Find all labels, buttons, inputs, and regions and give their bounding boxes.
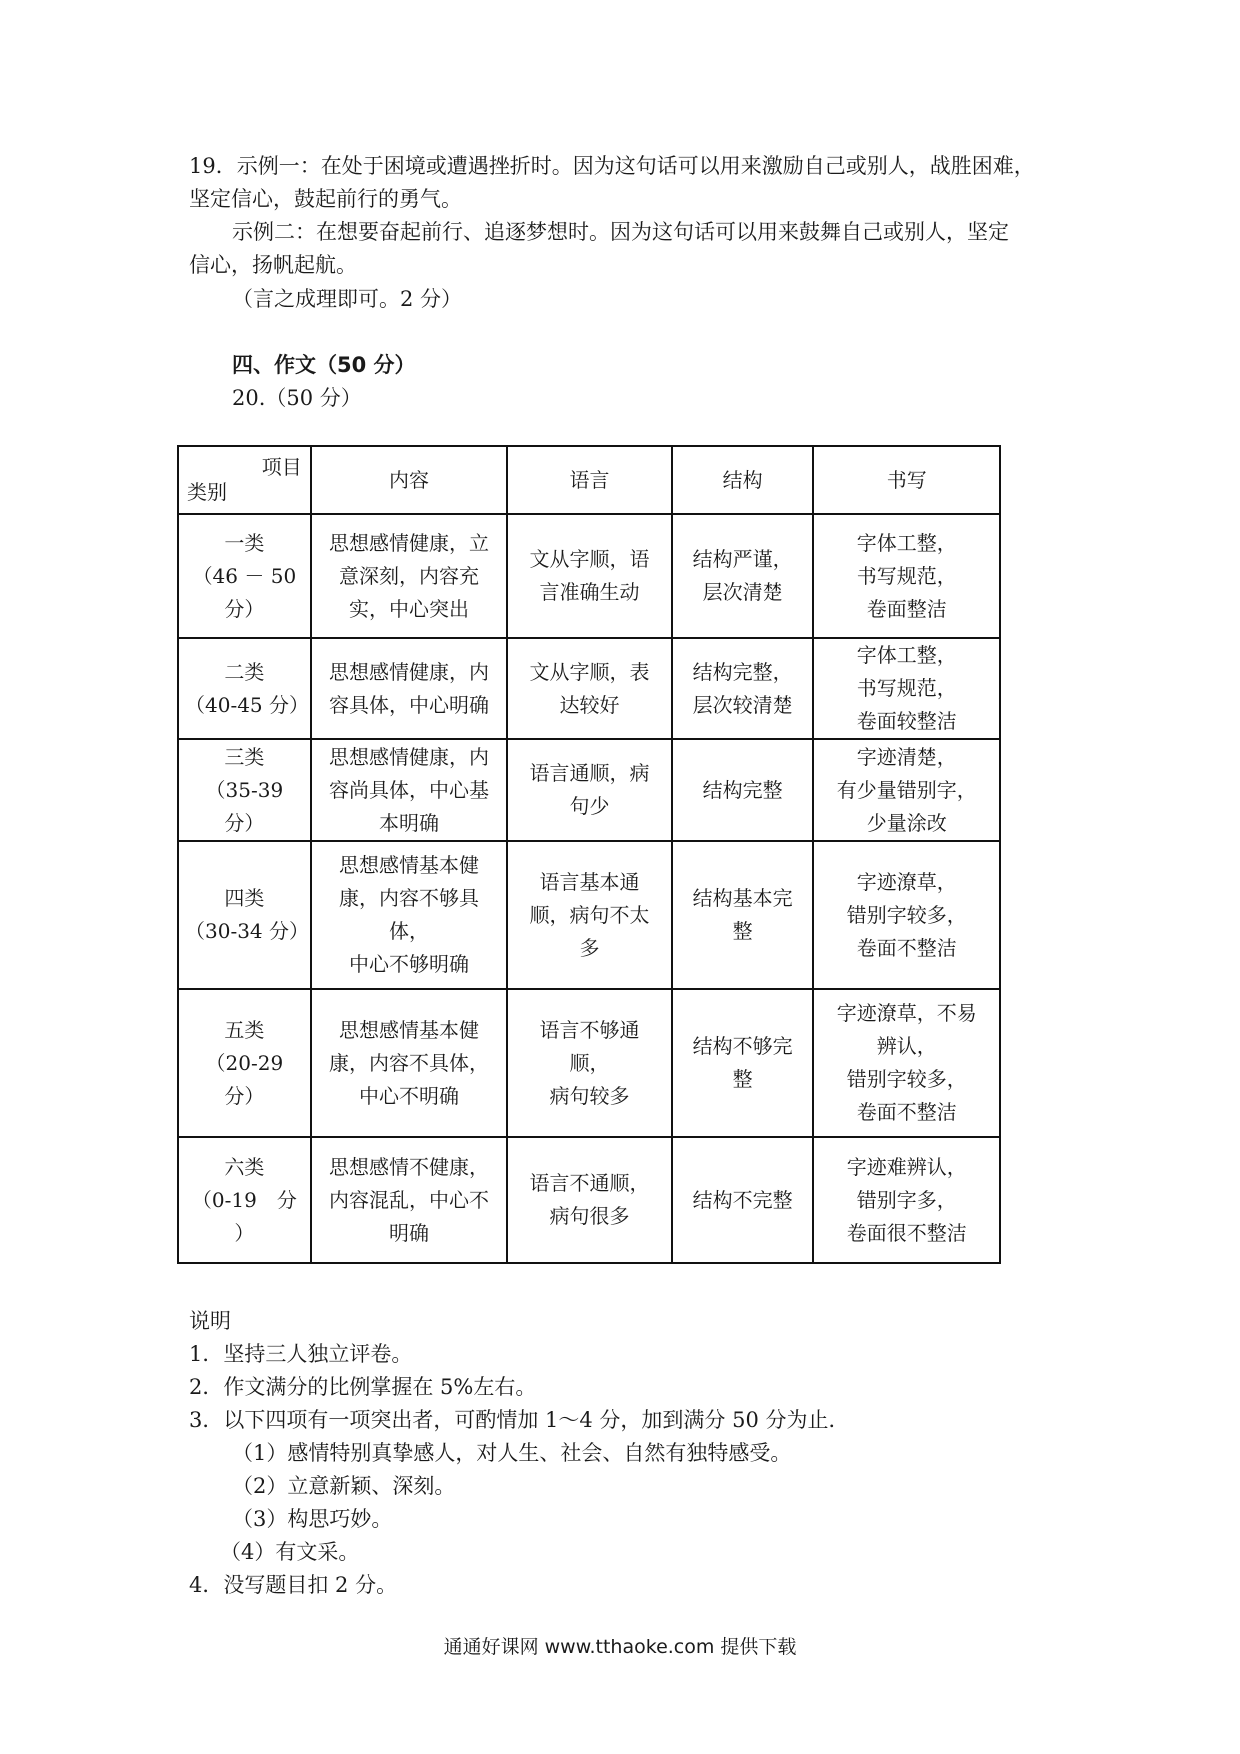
page-footer: 通通好课网 www.tthaoke.com 提供下载 [443,1636,797,1658]
cell-structure [672,739,814,841]
cell-category [178,1137,311,1263]
cell-language [507,989,672,1137]
cell-line: 结构基本完 [692,886,793,910]
cell-line: 卷面不整洁 [856,1100,957,1124]
cell-structure [672,989,814,1137]
cell-line: 语言基本通 [539,869,640,894]
cell-line: 字迹难辨认， [846,1154,967,1179]
cell-writing [813,1137,1000,1263]
cell-content [311,514,507,638]
cell-structure [672,841,814,989]
cell-writing [813,638,1000,739]
cell-line: （40-45 分） [185,692,310,717]
header-structure: 结构 [672,446,814,514]
cell-line: 句少 [569,794,610,818]
corner-label-category: 类别 [187,480,227,504]
cell-line: 病句较多 [549,1083,630,1108]
cell-line: 结构完整 [702,777,783,802]
cell-line: 达较好 [559,692,620,717]
cell-line: 体， [388,919,429,943]
cell-line: 卷面不整洁 [856,935,957,960]
cell-structure [672,1137,814,1263]
cell-line: 思想感情健康，立 [328,530,489,555]
q19-line-1: 19．示例一：在处于困境或遭遇挫折时。因为这句话可以用来激励自己或别人，战胜困难， [189,154,1035,178]
cell-line: 结构完整， [692,659,793,684]
cell-writing [813,841,1000,989]
cell-line: （35-39 [205,777,284,802]
cell-category [178,514,311,638]
cell-language [507,841,672,989]
table-row [178,739,1000,841]
cell-line: 顺，病句不太 [529,902,650,927]
cell-structure [672,514,814,638]
table-header-row [178,446,1000,514]
cell-language [507,638,672,739]
q20-label: 20.（50 分） [232,386,362,410]
cell-line: 康，内容不够具 [338,886,479,910]
cell-line: 三类 [224,744,265,769]
cell-line: 一类 [224,530,265,555]
cell-line: 实，中心突出 [348,596,469,621]
note-item-3: 3．以下四项有一项突出者，可酌情加 1～4 分，加到满分 50 分为止． [189,1408,850,1432]
cell-line: 语言通顺，病 [529,761,650,785]
cell-line: （0-19 分 [191,1187,297,1212]
cell-line: 字迹潦草，不易 [836,1001,977,1025]
table-row [178,638,1000,739]
cell-line: 本明确 [378,810,439,835]
cell-line: 错别字较多， [846,1067,967,1091]
cell-line: 容具体，中心明确 [328,692,489,717]
cell-line: 字体工整， [856,530,957,555]
section-title: 四、作文（50 分） [232,353,416,377]
cell-line: 结构严谨， [692,547,793,571]
q19-line-4: 信心，扬帆起航。 [189,253,357,277]
note-item-4: 4．没写题目扣 2 分。 [189,1573,398,1597]
cell-line: 四类 [224,886,265,910]
cell-line: 五类 [224,1017,265,1042]
cell-line: 文从字顺，表 [529,659,650,684]
cell-line: 辨认， [876,1034,937,1058]
q19-line-3: 示例二：在想要奋起前行、追逐梦想时。因为这句话可以用来鼓舞自己或别人，坚定 [232,220,1009,244]
cell-line: 中心不明确 [358,1083,459,1108]
cell-line: 卷面很不整洁 [846,1220,967,1245]
note-item-2: 2．作文满分的比例掌握在 5%左右。 [189,1375,537,1399]
cell-line: 思想感情基本健 [338,1017,479,1042]
note-sub-item-4: （4）有文采。 [220,1540,360,1564]
cell-line: 整 [732,919,753,943]
table-row [178,989,1000,1137]
cell-line: 结构不完整 [692,1187,793,1212]
cell-line: 内容混乱，中心不 [328,1187,489,1212]
corner-header-cell [178,446,311,514]
cell-category [178,739,311,841]
cell-line: 卷面整洁 [866,596,947,621]
cell-line: 顺， [569,1050,610,1075]
q19-score-note: （言之成理即可。2 分） [232,287,463,311]
cell-line: 错别字多， [856,1187,957,1212]
cell-content [311,841,507,989]
cell-line: 思想感情基本健 [338,853,479,877]
cell-category [178,841,311,989]
cell-writing [813,514,1000,638]
cell-language [507,514,672,638]
cell-line: 分） [224,596,265,621]
header-writing: 书写 [813,446,1000,514]
cell-line: 分） [224,810,265,835]
cell-line: 康，内容不具体， [328,1050,489,1075]
cell-content [311,989,507,1137]
cell-line: 字迹潦草， [856,869,957,894]
header-content: 内容 [311,446,507,514]
cell-line: 思想感情健康，内 [328,744,489,769]
cell-content [311,1137,507,1263]
cell-line: 容尚具体，中心基 [328,777,489,802]
note-sub-item-1: （1）感情特别真挚感人，对人生、社会、自然有独特感受。 [232,1441,792,1465]
cell-language [507,739,672,841]
cell-line: 语言不够通 [539,1017,640,1042]
header-language: 语言 [507,446,672,514]
cell-category [178,989,311,1137]
cell-category [178,638,311,739]
cell-structure [672,638,814,739]
cell-line: 少量涂改 [866,810,947,835]
scoring-rubric-table [177,445,1001,1264]
cell-line: 字迹清楚， [856,744,957,769]
cell-line: 书写规范， [856,563,957,588]
cell-line: 中心不够明确 [348,952,469,976]
cell-line: 字体工整， [856,643,957,667]
cell-line: ） [234,1220,255,1245]
notes-title: 说明 [189,1309,231,1333]
cell-line: 思想感情健康，内 [328,659,489,684]
note-item-1: 1．坚持三人独立评卷。 [189,1342,413,1366]
table-row [178,841,1000,989]
cell-line: 言准确生动 [539,580,640,604]
note-sub-item-2: （2）立意新颖、深刻。 [232,1474,456,1498]
cell-line: 意深刻，内容充 [338,563,479,588]
cell-line: 思想感情不健康， [328,1154,489,1179]
cell-line: 明确 [388,1220,429,1245]
cell-content [311,739,507,841]
cell-line: 多 [579,935,600,960]
cell-line: 分） [224,1083,265,1108]
cell-line: 病句很多 [549,1204,630,1228]
cell-line: 二类 [224,659,265,684]
corner-label-item: 项目 [261,455,302,479]
cell-line: 层次较清楚 [692,692,793,717]
table-row [178,1137,1000,1263]
cell-line: 有少量错别字， [836,777,977,802]
cell-line: 书写规范， [856,676,957,700]
cell-line: 语言不通顺， [529,1171,650,1195]
q19-line-2: 坚定信心，鼓起前行的勇气。 [189,187,462,211]
cell-language [507,1137,672,1263]
cell-line: （20-29 [205,1050,284,1075]
cell-writing [813,989,1000,1137]
note-sub-item-3: （3）构思巧妙。 [232,1507,393,1531]
cell-line: 文从字顺，语 [529,547,650,571]
cell-line: 错别字较多， [846,902,967,927]
cell-line: 六类 [224,1154,265,1179]
cell-line: （46 － 50 [192,563,297,588]
cell-line: （30-34 分） [185,919,310,943]
cell-line: 层次清楚 [702,580,783,604]
cell-writing [813,739,1000,841]
cell-content [311,638,507,739]
table-row [178,514,1000,638]
cell-line: 卷面较整洁 [856,709,957,733]
cell-line: 结构不够完 [692,1034,793,1058]
cell-line: 整 [732,1067,753,1091]
